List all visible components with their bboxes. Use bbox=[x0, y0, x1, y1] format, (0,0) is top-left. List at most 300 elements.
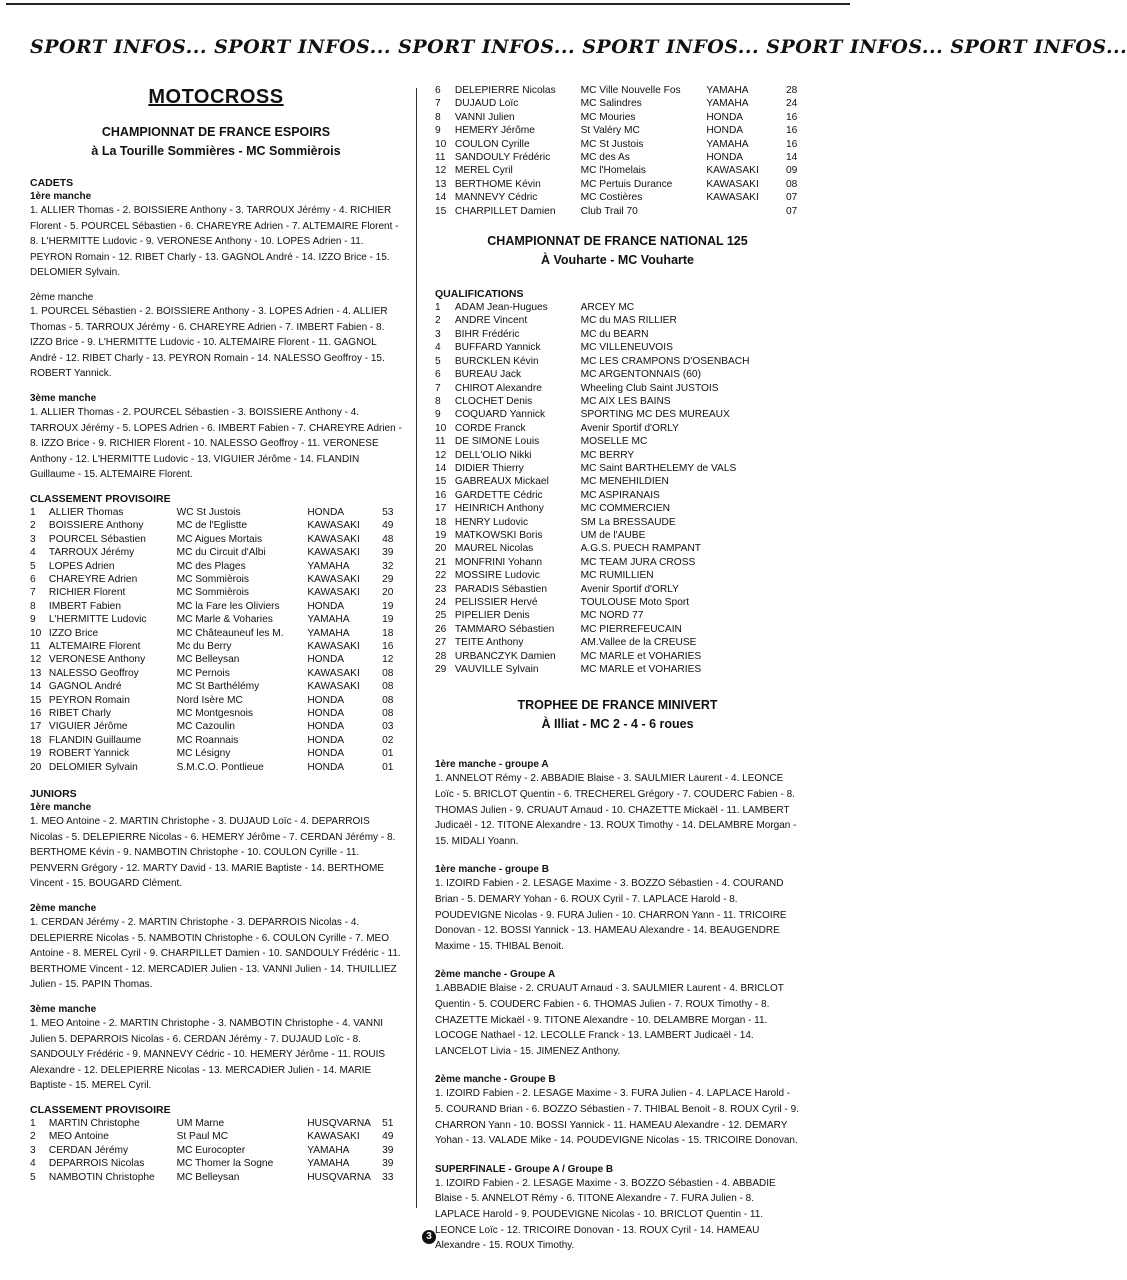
table-cell: 16 bbox=[382, 640, 394, 652]
table-cell: HONDA bbox=[307, 761, 345, 773]
table-cell: YAMAHA bbox=[307, 560, 350, 572]
juniors-m1-results: 1. MEO Antoine - 2. MARTIN Christophe - 3. DUJAUD Loïc - 4. DEPARROIS Nicolas - 5. DELEPIERRE Nicolas - 6. HEMERY Jérôme - 7. CERDAN Jérémy - 8. BERTHOME Kévin - 9. NAMBOTIN Christophe - 10. COULON Cyrille - 11. PENVERN Grégory - 12. MARTY David - 13. MARIE Baptiste - 14. BERTHOME Vincent - 15. BOUGARD Clément. bbox=[30, 816, 396, 890]
table-row bbox=[30, 694, 402, 707]
table-row bbox=[30, 1157, 402, 1170]
table-cell: TARROUX Jérémy bbox=[48, 547, 135, 559]
table-cell: 19 bbox=[435, 529, 447, 541]
table-cell: 6 bbox=[435, 369, 441, 381]
table-cell: KAWASAKI bbox=[307, 533, 360, 545]
table-cell: MC BERRY bbox=[580, 449, 635, 461]
table-cell: ANDRE Vincent bbox=[454, 315, 528, 327]
table-cell: 8 bbox=[30, 600, 36, 612]
table-cell: 18 bbox=[435, 516, 447, 528]
table-cell: CHIROT Alexandre bbox=[454, 382, 542, 394]
table-cell: BIHR Frédéric bbox=[454, 328, 520, 340]
juniors-m3-title: 3ème manche bbox=[30, 1003, 97, 1015]
table-cell: 16 bbox=[30, 708, 42, 719]
table-cell: CLOCHET Denis bbox=[454, 395, 533, 407]
table-cell: L'HERMITTE Ludovic bbox=[48, 614, 147, 626]
table-cell: 14 bbox=[435, 462, 447, 474]
table-cell: MC PIERREFEUCAIN bbox=[580, 623, 682, 635]
table-cell: BERTHOME Kévin bbox=[454, 178, 541, 190]
table-cell: 25 bbox=[435, 610, 447, 622]
table-cell: 15 bbox=[435, 476, 447, 488]
table-row bbox=[435, 623, 800, 636]
table-cell: KAWASAKI bbox=[307, 587, 360, 599]
table-row bbox=[435, 111, 800, 124]
table-row bbox=[30, 546, 402, 559]
table-cell: AM.Vallee de la CREUSE bbox=[580, 637, 697, 649]
table-cell: SM La BRESSAUDE bbox=[580, 516, 676, 528]
table-cell: DE SIMONE Louis bbox=[454, 436, 540, 448]
table-row bbox=[435, 609, 800, 622]
table-cell: 16 bbox=[786, 125, 798, 137]
table-cell: KAWASAKI bbox=[307, 640, 360, 652]
juniors-heading: JUNIORS bbox=[30, 788, 77, 801]
table-cell: ALLIER Thomas bbox=[48, 506, 124, 518]
juniors-standings-title: CLASSEMENT PROVISOIRE bbox=[30, 1103, 171, 1116]
table-row bbox=[435, 301, 800, 314]
table-cell: LOPES Adrien bbox=[48, 560, 115, 572]
table-cell: 1 bbox=[30, 1117, 36, 1129]
table-row bbox=[30, 533, 402, 546]
table-cell: DEPARROIS Nicolas bbox=[48, 1158, 145, 1170]
table-cell: MC Belleysan bbox=[176, 1171, 240, 1183]
table-cell: 15 bbox=[30, 694, 42, 706]
table-row bbox=[435, 542, 800, 555]
table-cell: MC LES CRAMPONS D'OSENBACH bbox=[580, 355, 750, 367]
table-cell: KAWASAKI bbox=[307, 573, 360, 585]
top-rule bbox=[6, 3, 850, 5]
table-cell: PELISSIER Hervé bbox=[454, 597, 538, 608]
table-row bbox=[30, 573, 402, 586]
table-cell: COULON Cyrille bbox=[454, 138, 530, 150]
section-title: MOTOCROSS bbox=[148, 86, 284, 108]
table-cell: 08 bbox=[382, 667, 394, 679]
table-row bbox=[30, 1130, 402, 1143]
table-cell: S.M.C.O. Pontlieue bbox=[176, 761, 264, 773]
table-cell: 29 bbox=[435, 664, 447, 676]
table-cell: Avenir Sportif d'ORLY bbox=[580, 422, 679, 434]
cadets-m2-title: 2ème manche bbox=[30, 291, 94, 303]
table-cell: 11 bbox=[30, 640, 41, 652]
table-cell: CERDAN Jérémy bbox=[48, 1144, 129, 1156]
cadets-m1-title: 1ère manche bbox=[30, 191, 92, 202]
column-divider bbox=[416, 88, 417, 1208]
table-cell: IZZO Brice bbox=[48, 627, 99, 639]
banner: SPORT INFOS... SPORT INFOS... SPORT INFOS... SPORT INFOS... SPORT INFOS... SPORT INFOS... bbox=[30, 36, 1127, 58]
table-cell: RICHIER Florent bbox=[48, 587, 126, 599]
table-cell: KAWASAKI bbox=[307, 667, 360, 679]
page-number: 3 bbox=[422, 1230, 436, 1244]
table-cell: 32 bbox=[382, 560, 394, 572]
table-cell: SPORTING MC DES MUREAUX bbox=[580, 409, 730, 421]
table-row bbox=[435, 191, 800, 204]
table-row bbox=[435, 84, 800, 97]
table-cell: 39 bbox=[382, 1144, 394, 1156]
table-cell: 08 bbox=[382, 694, 394, 706]
table-row bbox=[30, 747, 402, 760]
table-cell: 24 bbox=[786, 98, 798, 110]
table-cell: MC Pernois bbox=[176, 667, 230, 679]
table-cell: ROBERT Yannick bbox=[48, 748, 130, 760]
table-cell: 49 bbox=[382, 1131, 394, 1143]
table-cell: A.G.S. PUECH RAMPANT bbox=[580, 543, 701, 555]
table-row bbox=[30, 680, 402, 693]
table-cell: 01 bbox=[382, 748, 394, 760]
table-cell: TAMMARO Sébastien bbox=[454, 623, 555, 635]
table-cell: 2 bbox=[30, 1131, 36, 1143]
minivert-m2b-results: 1. IZOIRD Fabien - 2. LESAGE Maxime - 3. FURA Julien - 4. LAPLACE Harold - 5. COURAND Brian - 6. BOZZO Sébastien - 7. THIBAL Benoit - 8. ROUX Cyril - 9. CHARRON Yann - 10. BOSSI Yannick - 11. HAMEAU Alexandre - 12. DEMARY Yohan - 13. VALADE Mike - 14. POUDEVIGNE Nicolas - 15. TRICOIRE Donovan. bbox=[435, 1088, 799, 1147]
table-cell: St Valéry MC bbox=[580, 125, 640, 137]
table-cell: DELEPIERRE Nicolas bbox=[454, 85, 556, 96]
qualifications-heading: QUALIFICATIONS bbox=[435, 288, 524, 301]
table-cell: HENRY Ludovic bbox=[454, 516, 529, 528]
table-row bbox=[30, 1144, 402, 1157]
table-cell: 02 bbox=[382, 734, 394, 746]
table-cell: MC des Plages bbox=[176, 560, 246, 572]
juniors-m2-title: 2ème manche bbox=[30, 903, 97, 914]
table-cell: 4 bbox=[30, 1158, 36, 1170]
table-cell: MAUREL Nicolas bbox=[454, 543, 534, 555]
table-cell: DELL'OLIO Nikki bbox=[454, 449, 532, 461]
table-cell: 7 bbox=[30, 587, 36, 599]
table-cell: 6 bbox=[30, 573, 36, 585]
left-column bbox=[30, 80, 402, 1184]
table-cell: HUSQVARNA bbox=[307, 1171, 371, 1183]
table-cell: 27 bbox=[435, 637, 447, 649]
table-cell: KAWASAKI bbox=[307, 1131, 360, 1143]
table-cell: KAWASAKI bbox=[706, 165, 759, 177]
juniors-m2-results: 1. CERDAN Jérémy - 2. MARTIN Christophe - 3. DEPARROIS Nicolas - 4. DELEPIERRE Nicolas - 5. NAMBOTIN Christophe - 6. COULON Cyrille - 7. MEO Antoine - 8. MEREL Cyril - 9. CHARPILLET Damien - 10. SANDOULY Frédéric - 11. BERTHOME Vincent - 12. MERCADIER Julien - 13. VANNI Julien - 14. THUILLIEZ Julien - 15. PAPIN Thomas. bbox=[30, 917, 401, 991]
table-row bbox=[30, 640, 402, 653]
table-cell: 3 bbox=[30, 1144, 36, 1156]
table-cell: 5 bbox=[30, 1171, 36, 1183]
table-cell: WC St Justois bbox=[176, 506, 241, 518]
table-row bbox=[435, 138, 800, 151]
table-row bbox=[30, 761, 402, 774]
table-cell: 15 bbox=[435, 205, 447, 217]
table-cell: 26 bbox=[435, 623, 447, 635]
table-cell: CHARPILLET Damien bbox=[454, 205, 556, 217]
table-cell: 33 bbox=[382, 1171, 394, 1183]
minivert-m1b-title: 1ère manche - groupe B bbox=[435, 864, 549, 876]
table-row bbox=[435, 164, 800, 177]
table-cell: RIBET Charly bbox=[48, 708, 111, 719]
table-row bbox=[435, 97, 800, 110]
table-row bbox=[30, 613, 402, 626]
table-cell: 14 bbox=[30, 681, 42, 693]
table-cell: DELOMIER Sylvain bbox=[48, 761, 138, 773]
table-row bbox=[30, 600, 402, 613]
table-cell: 48 bbox=[382, 533, 394, 545]
table-cell: IMBERT Fabien bbox=[48, 600, 122, 612]
table-cell: GABREAUX Mickael bbox=[454, 476, 549, 488]
table-cell: 13 bbox=[435, 178, 447, 190]
cadets-m2-results: 1. POURCEL Sébastien - 2. BOISSIERE Anthony - 3. LOPES Adrien - 4. ALLIER Thomas - 5. TARROUX Jérémy - 6. CHAREYRE Adrien - 7. IMBERT Fabien - 8. IZZO Brice - 9. L'HERMITTE Ludovic - 10. ALTEMAIRE Florent - 11. GAGNOL André - 12. RIBET Charly - 13. PEYRON Romain - 14. NALESSO Geoffroy - 15. ROBERT Yannick. bbox=[30, 305, 388, 380]
table-row bbox=[435, 178, 800, 191]
table-cell: MC St Barthélémy bbox=[176, 681, 260, 693]
table-cell: YAMAHA bbox=[307, 1144, 350, 1156]
table-row bbox=[435, 462, 800, 475]
superfinale-results: 1. IZOIRD Fabien - 2. LESAGE Maxime - 3. BOZZO Sébastien - 4. ABBADIE Blaise - 5. ANNELOT Rémy - 6. TITONE Alexandre - 7. FURA Julien - 8. LAPLACE Harold - 9. POUDEVIGNE Nicolas - 10. BRICLOT Quentin - 11. LEONCE Loïc - 12. TRICOIRE Donovan - 13. ROUX Cyril - 14. HAMEAU Alexandre - 15. ROUX Timothy. bbox=[435, 1177, 776, 1252]
table-row bbox=[30, 586, 402, 599]
table-cell: MC Thomer la Sogne bbox=[176, 1158, 274, 1170]
table-cell: 20 bbox=[30, 761, 42, 773]
table-cell: MC Pertuis Durance bbox=[580, 178, 673, 190]
table-cell: MC NORD 77 bbox=[580, 610, 644, 622]
table-cell: URBANCZYK Damien bbox=[454, 650, 556, 662]
table-cell: MC du Circuit d'Albi bbox=[176, 547, 266, 559]
table-cell: DIDIER Thierry bbox=[454, 462, 524, 474]
table-cell: 1 bbox=[435, 302, 441, 314]
table-cell: 20 bbox=[382, 587, 394, 599]
table-cell: HONDA bbox=[307, 694, 345, 706]
national-subtitle: À Vouharte - MC Vouharte bbox=[540, 253, 694, 268]
juniors-m1-title: 1ère manche bbox=[30, 802, 92, 814]
table-cell: 3 bbox=[30, 533, 36, 545]
table-cell: 10 bbox=[30, 627, 42, 639]
table-cell: HONDA bbox=[307, 506, 345, 518]
table-cell: GAGNOL André bbox=[48, 681, 122, 693]
table-cell: 2 bbox=[30, 520, 36, 532]
juniors-standings-continued bbox=[435, 84, 800, 218]
table-cell: YAMAHA bbox=[706, 98, 749, 110]
table-cell: 8 bbox=[435, 395, 441, 407]
event-title: CHAMPIONNAT DE FRANCE ESPOIRS bbox=[101, 125, 331, 139]
table-cell: 4 bbox=[30, 547, 36, 559]
table-cell: 8 bbox=[435, 111, 441, 123]
table-cell: KAWASAKI bbox=[307, 547, 360, 559]
minivert-subtitle: À Illiat - MC 2 - 4 - 6 roues bbox=[541, 717, 694, 732]
table-row bbox=[435, 395, 800, 408]
table-cell: MONFRINI Yohann bbox=[454, 556, 543, 568]
table-cell: PIPELIER Denis bbox=[454, 610, 530, 622]
table-cell: COQUARD Yannick bbox=[454, 409, 546, 421]
table-cell: 19 bbox=[30, 748, 42, 760]
minivert-m2a-title: 2ème manche - Groupe A bbox=[435, 969, 556, 981]
table-cell: KAWASAKI bbox=[706, 192, 759, 204]
table-cell: MC Salindres bbox=[580, 98, 642, 110]
table-cell: 28 bbox=[435, 650, 447, 662]
table-cell: HONDA bbox=[706, 111, 744, 123]
table-cell: 3 bbox=[435, 328, 441, 340]
qualifications-table bbox=[435, 301, 800, 676]
table-cell: HONDA bbox=[307, 654, 345, 666]
table-cell: BUFFARD Yannick bbox=[454, 342, 541, 354]
table-cell: 19 bbox=[382, 614, 394, 626]
table-cell: PEYRON Romain bbox=[48, 694, 130, 706]
table-cell: 20 bbox=[435, 543, 447, 555]
table-cell: SANDOULY Frédéric bbox=[454, 152, 551, 164]
table-cell: MC MENEHILDIEN bbox=[580, 476, 669, 488]
table-cell: BUREAU Jack bbox=[454, 369, 522, 381]
table-cell: KAWASAKI bbox=[307, 681, 360, 693]
table-cell: KAWASAKI bbox=[307, 520, 360, 532]
table-row bbox=[435, 569, 800, 582]
table-row bbox=[435, 475, 800, 488]
cadets-m1-results: 1. ALLIER Thomas - 2. BOISSIERE Anthony - 3. TARROUX Jérémy - 4. RICHIER Florent - 5. POURCEL Sébastien - 6. CHAREYRE Adrien - 7. ALTEMAIRE Florent - 8. L'HERMITTE Ludovic - 9. VERONESE Anthony - 10. LOPES Adrien - 11. PEYRON Romain - 12. RIBET Charly - 13. GAGNOL André - 14. IZZO Brice - 15. DELOMIER Sylvain. bbox=[30, 205, 399, 279]
table-cell: MC Châteauneuf les M. bbox=[176, 627, 284, 639]
table-cell: 11 bbox=[435, 436, 446, 448]
table-row bbox=[30, 667, 402, 680]
table-cell: Mc du Berry bbox=[176, 640, 232, 652]
table-cell: 12 bbox=[382, 654, 394, 666]
cadets-heading: CADETS bbox=[30, 177, 74, 189]
minivert-m2b-title: 2ème manche - Groupe B bbox=[435, 1074, 556, 1086]
table-row bbox=[435, 435, 800, 448]
table-cell: UM Marne bbox=[176, 1117, 225, 1129]
table-cell: 51 bbox=[382, 1117, 394, 1129]
table-cell: MC Mouries bbox=[580, 111, 636, 123]
table-cell: 2 bbox=[435, 315, 441, 327]
table-row bbox=[30, 707, 402, 720]
table-cell: HONDA bbox=[307, 600, 345, 612]
table-cell: VIGUIER Jérôme bbox=[48, 721, 128, 733]
table-cell: NAMBOTIN Christophe bbox=[48, 1171, 155, 1183]
table-row bbox=[435, 124, 800, 137]
table-cell: 18 bbox=[30, 734, 42, 746]
table-cell: MANNEVY Cédric bbox=[454, 192, 538, 204]
table-cell: 10 bbox=[435, 422, 447, 434]
table-row bbox=[435, 341, 800, 354]
table-cell: 10 bbox=[435, 138, 447, 150]
table-cell: MARTIN Christophe bbox=[48, 1117, 140, 1129]
table-cell: HEINRICH Anthony bbox=[454, 503, 544, 515]
table-cell: 9 bbox=[435, 125, 441, 137]
table-cell: 16 bbox=[435, 489, 447, 501]
table-row bbox=[435, 650, 800, 663]
table-cell: MC Costières bbox=[580, 192, 643, 204]
table-cell: BOISSIERE Anthony bbox=[48, 520, 144, 532]
table-cell: MC ARGENTONNAIS (60) bbox=[580, 369, 701, 381]
table-cell: Nord Isère MC bbox=[176, 694, 243, 706]
table-cell: MC Eurocopter bbox=[176, 1144, 246, 1156]
table-cell: HONDA bbox=[307, 708, 345, 719]
table-cell: 39 bbox=[382, 1158, 394, 1170]
table-cell: MC des As bbox=[580, 152, 630, 164]
table-row bbox=[435, 489, 800, 502]
table-cell: 08 bbox=[382, 681, 394, 693]
table-row bbox=[435, 368, 800, 381]
table-cell: Wheeling Club Saint JUSTOIS bbox=[580, 382, 719, 394]
table-cell: HONDA bbox=[706, 125, 744, 137]
table-cell: 07 bbox=[786, 205, 798, 217]
table-row bbox=[435, 502, 800, 515]
table-cell: 24 bbox=[435, 597, 447, 608]
table-row bbox=[435, 556, 800, 569]
table-cell: 01 bbox=[382, 761, 394, 773]
cadets-m3-title: 3ème manche bbox=[30, 392, 97, 404]
table-cell: MC Belleysan bbox=[176, 654, 240, 666]
juniors-m3-results: 1. MEO Antoine - 2. MARTIN Christophe - 3. NAMBOTIN Christophe - 4. VANNI Julien 5. DEPARROIS Nicolas - 6. CERDAN Jérémy - 7. DUJAUD Loïc - 8. SANDOULY Frédéric - 9. MANNEVY Cédric - 10. HEMERY Jérôme - 11. ROUIS Alexandre - 12. DELEPIERRE Nicolas - 13. MERCADIER Julien - 14. MARIE Baptiste - 15. MEREL Cyril. bbox=[30, 1017, 386, 1092]
table-cell: 12 bbox=[435, 165, 447, 177]
right-column bbox=[435, 80, 800, 1254]
table-cell: MC Sommièrois bbox=[176, 587, 250, 599]
cadets-m3-results: 1. ALLIER Thomas - 2. POURCEL Sébastien - 3. BOISSIERE Anthony - 4. TARROUX Jérémy - 5. LOPES Adrien - 6. IMBERT Fabien - 7. CHAREYRE Adrien - 8. IZZO Brice - 9. RICHIER Florent - 10. NALESSO Geoffroy - 11. VERONESE Anthony - 12. L'HERMITTE Ludovic - 13. VIGUIER Jérôme - 14. FLANDIN Guillaume - 15. ALTEMAIRE Florent. bbox=[30, 406, 402, 481]
table-row bbox=[435, 205, 800, 218]
table-cell: 7 bbox=[435, 98, 441, 110]
table-cell: 5 bbox=[30, 560, 36, 572]
table-row bbox=[435, 422, 800, 435]
table-cell: POURCEL Sébastien bbox=[48, 533, 146, 545]
table-cell: MC MARLE et VOHARIES bbox=[580, 650, 702, 662]
table-row bbox=[435, 583, 800, 596]
cadets-standings-title: CLASSEMENT PROVISOIRE bbox=[30, 492, 171, 505]
table-cell: CORDE Franck bbox=[454, 422, 526, 434]
table-cell: NALESSO Geoffroy bbox=[48, 667, 139, 679]
table-cell: 4 bbox=[435, 342, 441, 354]
table-cell: VANNI Julien bbox=[454, 111, 515, 123]
table-cell: HUSQVARNA bbox=[307, 1117, 371, 1129]
table-cell: 12 bbox=[30, 654, 42, 666]
minivert-title: TROPHEE DE FRANCE MINIVERT bbox=[517, 698, 718, 713]
national-title: CHAMPIONNAT DE FRANCE NATIONAL 125 bbox=[487, 234, 748, 249]
table-cell: MC du MAS RILLIER bbox=[580, 315, 677, 327]
table-cell: MC MARLE et VOHARIES bbox=[580, 664, 702, 676]
minivert-m1b-results: 1. IZOIRD Fabien - 2. LESAGE Maxime - 3. BOZZO Sébastien - 4. COURAND Brian - 5. DEMARY Yohan - 6. ROUX Cyril - 7. LAPLACE Harold - 8. POUDEVIGNE Nicolas - 9. FURA Julien - 10. CHARRON Yann - 11. TRICOIRE Donovan - 12. BOSSI Yannick - 13. HAMEAU Alexandre - 14. BEAUGENDRE Maxime - 15. THIBAL Benoit. bbox=[435, 878, 787, 952]
table-cell: ALTEMAIRE Florent bbox=[48, 640, 141, 652]
table-cell: 49 bbox=[382, 520, 394, 532]
table-cell: MC Marle & Voharies bbox=[176, 614, 273, 626]
table-cell: KAWASAKI bbox=[706, 178, 759, 190]
table-cell: MATKOWSKI Boris bbox=[454, 529, 543, 541]
table-cell: MC VILLENEUVOIS bbox=[580, 342, 673, 354]
table-cell: MOSSIRE Ludovic bbox=[454, 570, 540, 582]
table-cell: HONDA bbox=[307, 734, 345, 746]
table-cell: MC la Fare les Oliviers bbox=[176, 600, 280, 612]
table-cell: ADAM Jean-Hugues bbox=[454, 302, 548, 314]
table-cell: 53 bbox=[382, 506, 394, 518]
table-cell: 07 bbox=[786, 192, 798, 204]
table-row bbox=[435, 408, 800, 421]
table-cell: MC l'Homelais bbox=[580, 165, 646, 177]
table-cell: 17 bbox=[30, 721, 42, 733]
table-cell bbox=[706, 205, 786, 218]
table-cell: 9 bbox=[30, 614, 36, 626]
table-cell: MC COMMERCIEN bbox=[580, 503, 670, 515]
table-cell: FLANDIN Guillaume bbox=[48, 734, 142, 746]
table-cell: HEMERY Jérôme bbox=[454, 125, 535, 137]
table-cell: 39 bbox=[382, 547, 394, 559]
minivert-m1a-title: 1ère manche - groupe A bbox=[435, 759, 549, 771]
table-cell: MC Ville Nouvelle Fos bbox=[580, 85, 681, 96]
table-cell: MC AIX LES BAINS bbox=[580, 395, 671, 407]
table-row bbox=[435, 328, 800, 341]
table-cell: TEITE Anthony bbox=[454, 637, 524, 649]
table-cell: MC TEAM JURA CROSS bbox=[580, 556, 696, 568]
table-cell: Club Trail 70 bbox=[580, 205, 638, 217]
minivert-m2a-results: 1.ABBADIE Blaise - 2. CRUAUT Arnaud - 3. SAULMIER Laurent - 4. BRICLOT Quentin - 5. COUDERC Fabien - 6. THOMAS Julien - 7. ROUX Timothy - 8. CHAZETTE Mickaël - 9. TITONE Alexandre - 10. DELAMBRE Morgan - 11. LOCOGE Nathael - 12. LECOLLE Franck - 13. LAMBERT Judicaël - 14. LANCELOT Livia - 15. JIMENEZ Anthony. bbox=[435, 983, 784, 1057]
table-row bbox=[435, 636, 800, 649]
table-cell: 28 bbox=[786, 85, 798, 96]
table-cell: MC St Justois bbox=[580, 138, 644, 150]
table-cell: 16 bbox=[786, 138, 798, 150]
table-row bbox=[435, 314, 800, 327]
table-cell: UM de l'AUBE bbox=[580, 529, 646, 541]
table-cell: MC ASPIRANAIS bbox=[580, 489, 660, 501]
table-row bbox=[30, 653, 402, 666]
table-cell: 18 bbox=[382, 627, 394, 639]
table-cell: MOSELLE MC bbox=[580, 436, 648, 448]
table-cell: MC RUMILLIEN bbox=[580, 570, 654, 582]
table-cell: 08 bbox=[786, 178, 798, 190]
table-cell: MEREL Cyril bbox=[454, 165, 513, 177]
table-cell: YAMAHA bbox=[307, 627, 350, 639]
table-cell: 1 bbox=[30, 506, 36, 518]
table-cell: DUJAUD Loïc bbox=[454, 98, 519, 110]
table-cell: VERONESE Anthony bbox=[48, 654, 146, 666]
